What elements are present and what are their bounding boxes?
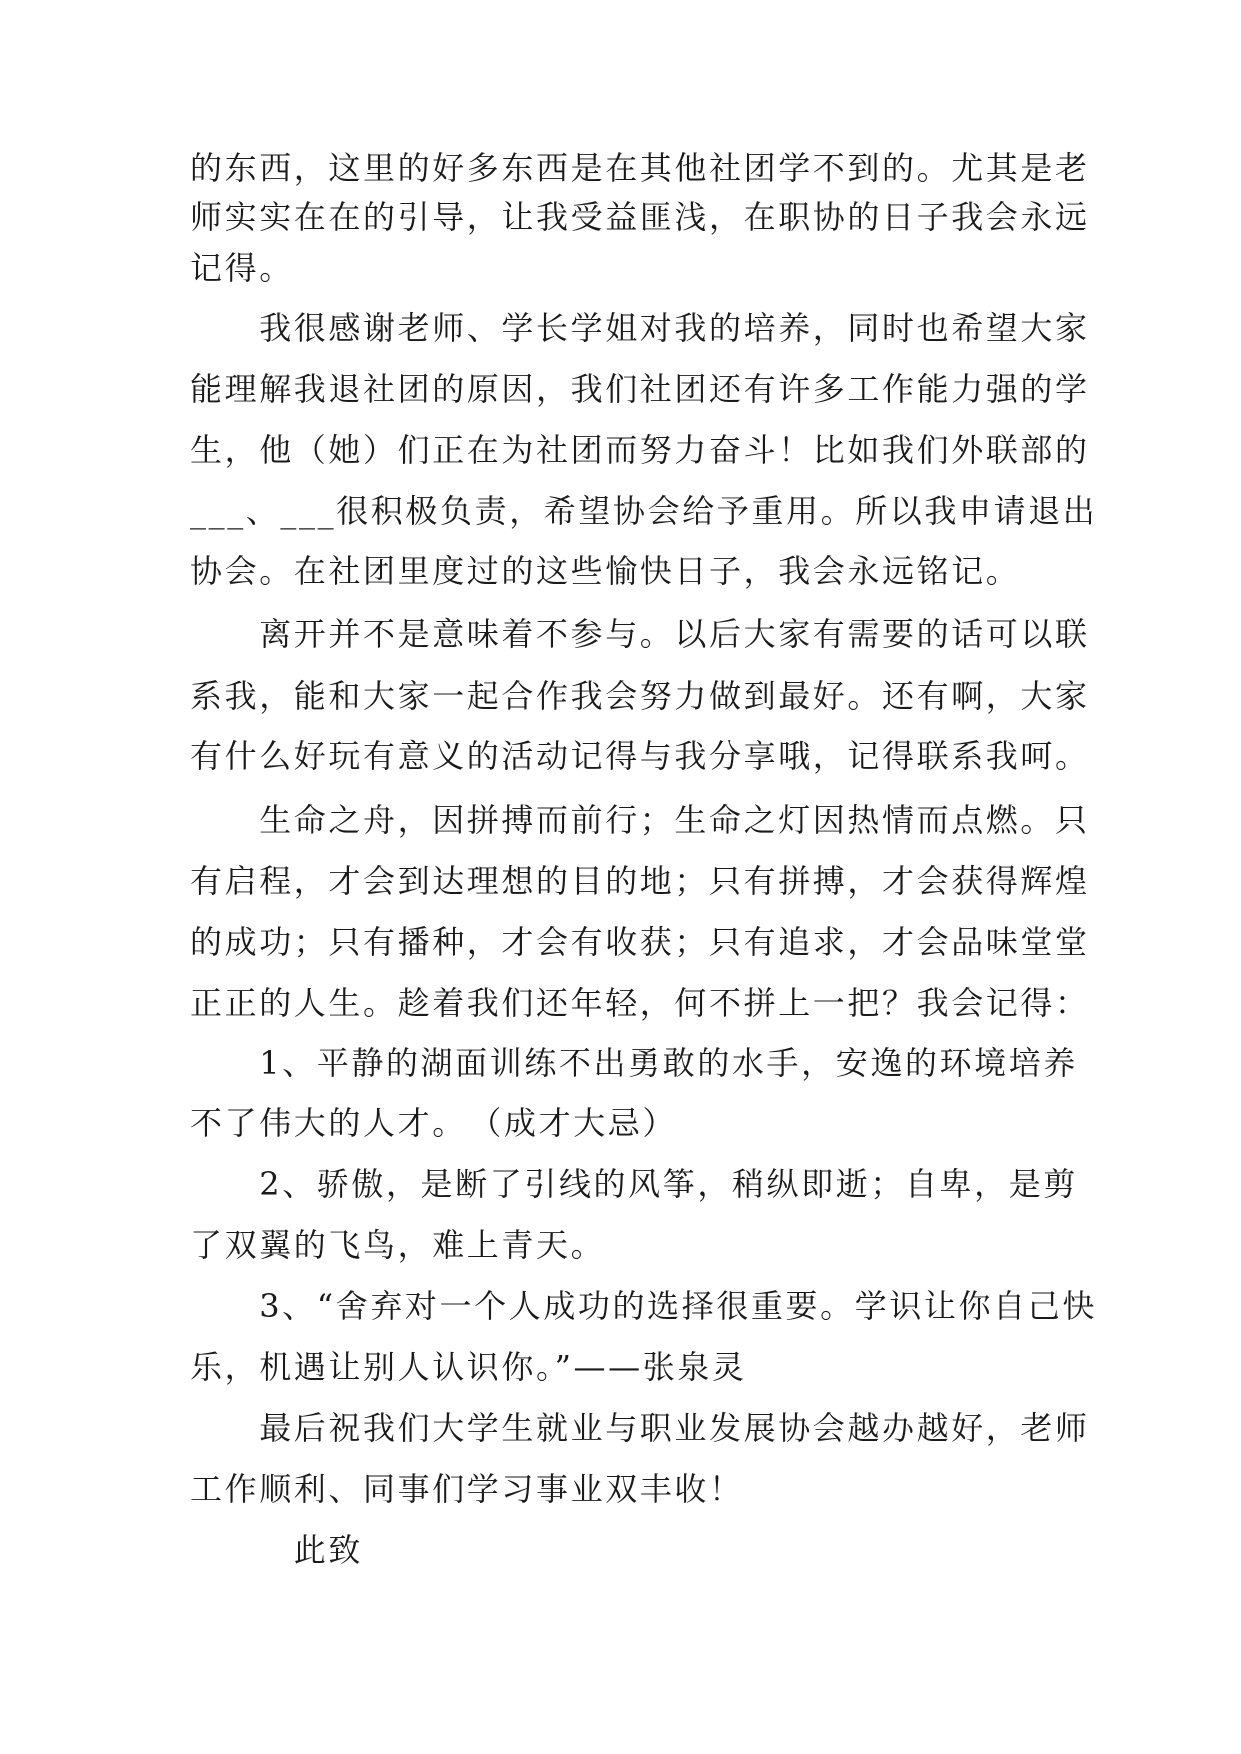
text-line: 我很感谢老师、学长学姐对我的培养，同时也希望大家: [190, 309, 1090, 347]
text-line: 有什么好玩有意义的活动记得与我分享哦，记得联系我呵。: [190, 737, 1090, 775]
text-line: 离开并不是意味着不参与。以后大家有需要的话可以联: [190, 615, 1090, 653]
text-line: 不了伟大的人才。 （成才大忌）: [190, 1104, 678, 1142]
text-line: 工作顺利、同事们学习事业双丰收！: [190, 1470, 744, 1508]
text-line: 3、“舍弃对一个人成功的选择很重要。学识让你自己快: [190, 1287, 1097, 1325]
text-line: 的东西，这里的好多东西是在其他社团学不到的。尤其是老: [190, 149, 1090, 187]
text-line: 1、平静的湖面训练不出勇敢的水手，安逸的环境培养: [190, 1044, 1078, 1082]
text-line: 此致: [190, 1531, 364, 1569]
text-line: 2、骄傲，是断了引线的风筝，稍纵即逝；自卑，是剪: [190, 1165, 1078, 1203]
text-line: 了双翼的飞鸟，难上青天。: [190, 1226, 606, 1264]
text-line: 最后祝我们大学生就业与职业发展协会越办越好，老师: [190, 1409, 1090, 1447]
text-line: 协会。在社团里度过的这些愉快日子，我会永远铭记。: [190, 552, 1021, 590]
text-line: 师实实在在的引导，让我受益匪浅，在职协的日子我会永远: [190, 198, 1090, 236]
text-line: 生，他（她）们正在为社团而努力奋斗！比如我们外联部的: [190, 431, 1090, 469]
text-line: ___、___很积极负责，希望协会给予重用。所以我申请退出: [190, 492, 1098, 530]
text-line: 的成功；只有播种，才会有收获；只有追求，才会品味堂堂: [190, 923, 1090, 961]
text-line: 能理解我退社团的原因，我们社团还有许多工作能力强的学: [190, 370, 1090, 408]
text-line: 生命之舟，因拼搏而前行；生命之灯因热情而点燃。只: [190, 801, 1090, 839]
text-line: 记得。: [190, 249, 294, 287]
text-line: 正正的人生。趁着我们还年轻，何不拼上一把？我会记得：: [190, 984, 1090, 1022]
text-line: 有启程，才会到达理想的目的地；只有拼搏，才会获得辉煌: [190, 862, 1090, 900]
text-line: 系我，能和大家一起合作我会努力做到最好。还有啊，大家: [190, 677, 1090, 715]
text-line: 乐，机遇让别人认识你。”——张泉灵: [190, 1348, 747, 1386]
